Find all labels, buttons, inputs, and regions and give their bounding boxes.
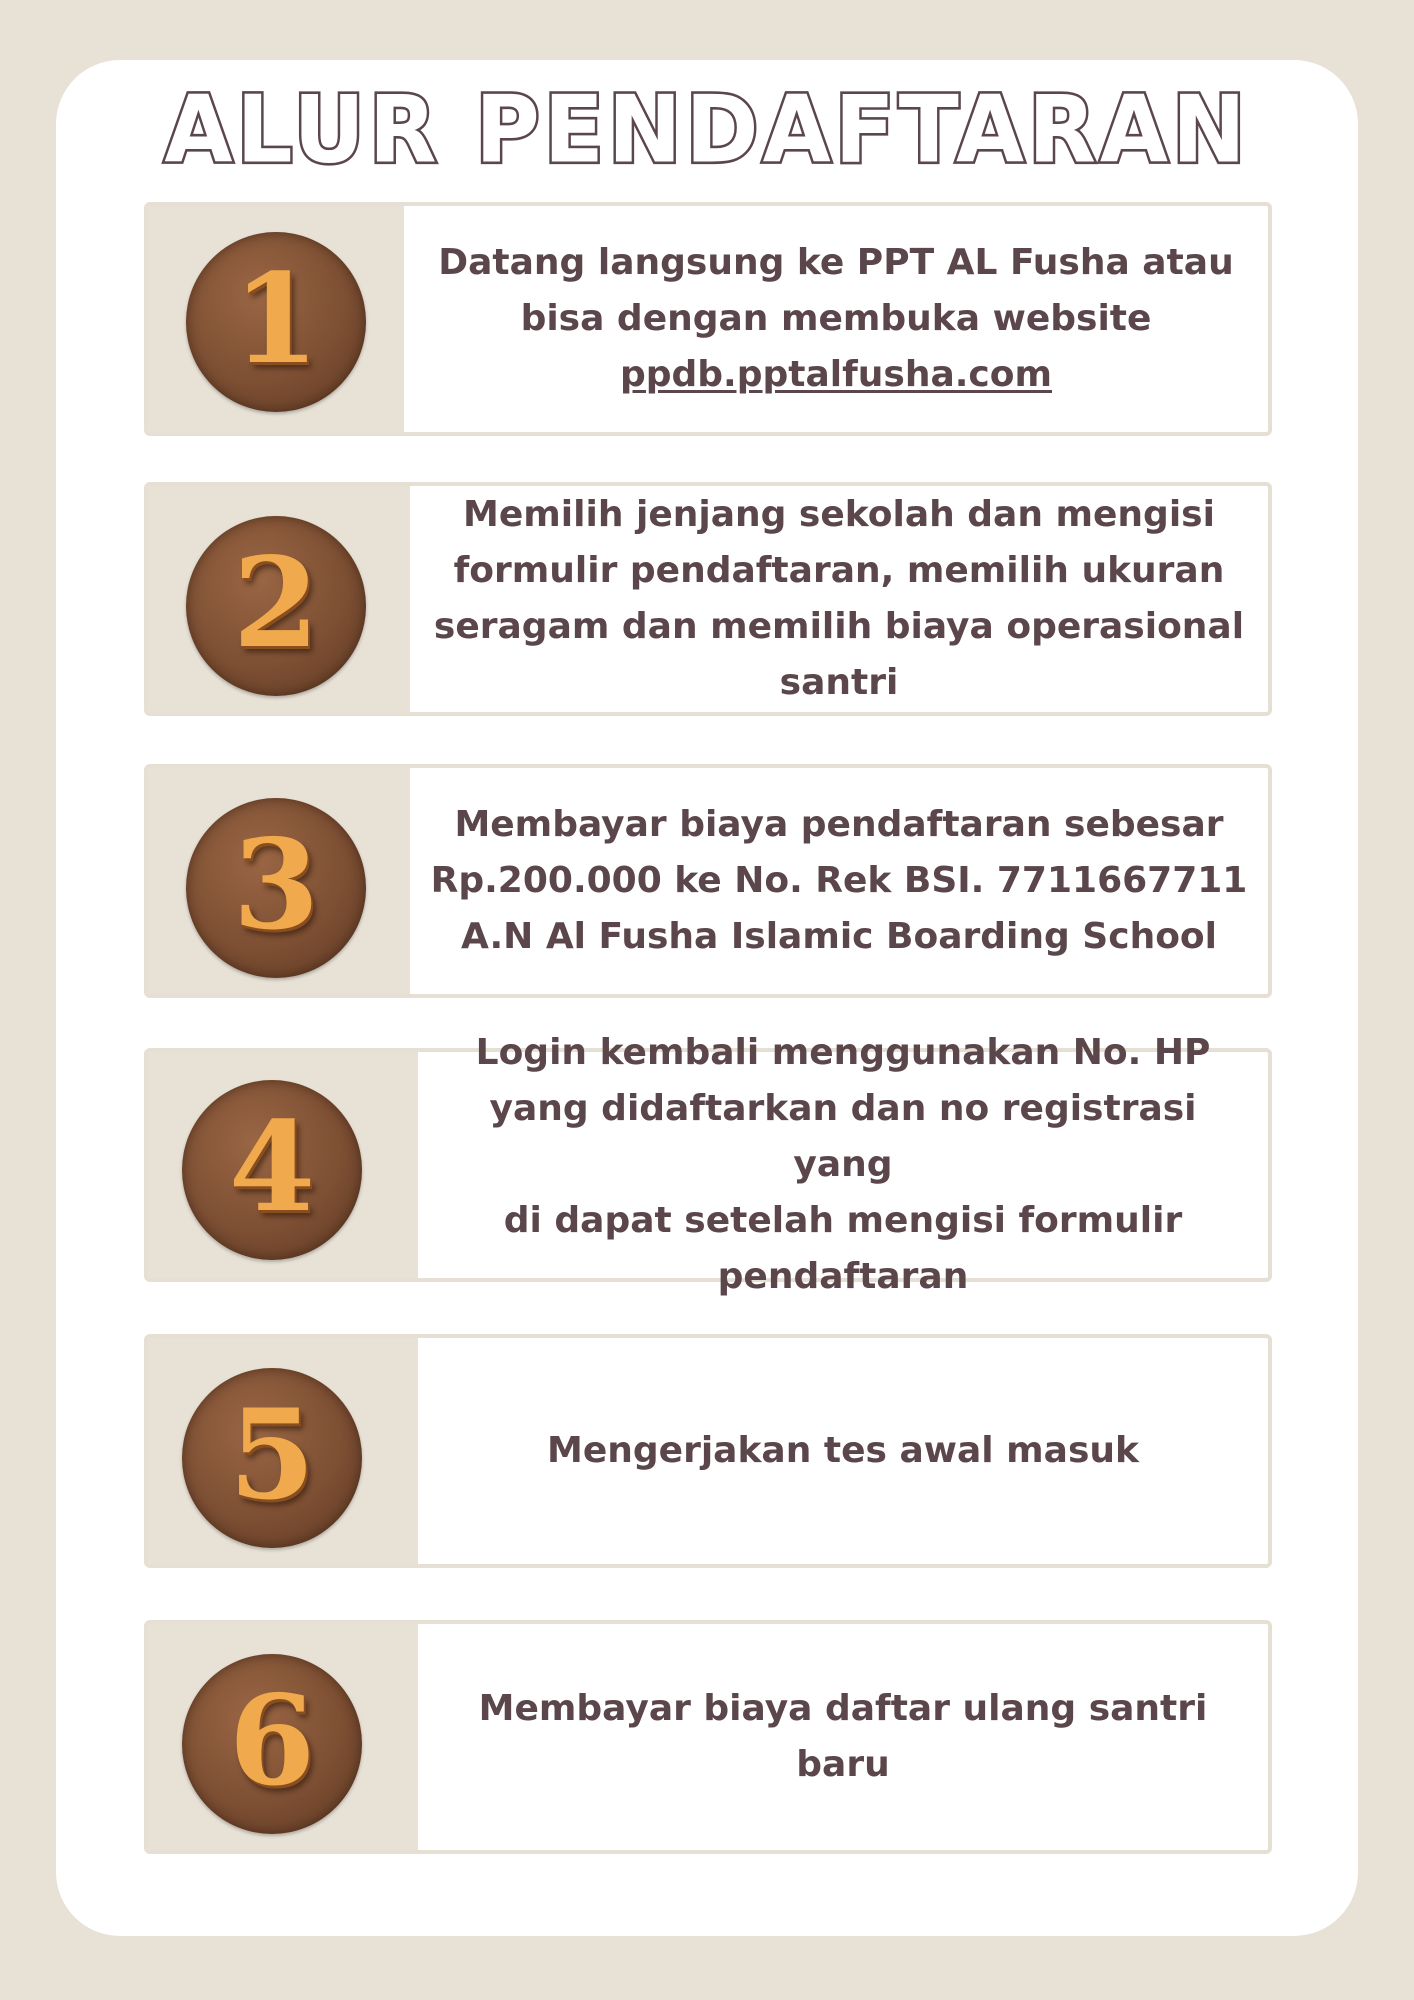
- step-3-description: [410, 768, 1268, 994]
- step-1-line-2: bisa dengan membuka website: [520, 298, 1152, 339]
- step-3-number: 3: [232, 813, 320, 958]
- step-6-line-2: baru: [796, 1744, 890, 1785]
- step-6-number: 6: [228, 1669, 316, 1814]
- step-5-number: 5: [228, 1383, 316, 1528]
- step-2-line-2: formulir pendaftaran, memilih ukuran: [453, 550, 1225, 591]
- step-1-description: [404, 206, 1268, 432]
- step-4: [144, 1032, 1272, 1297]
- step-2-number-badge: [186, 516, 366, 696]
- step-6: [144, 1620, 1272, 1854]
- step-1-number: 1: [232, 247, 320, 392]
- step-2: [144, 482, 1272, 716]
- step-3-line-3: A.N Al Fusha Islamic Boarding School: [460, 916, 1218, 957]
- step-3: [144, 764, 1272, 998]
- step-5: [144, 1334, 1272, 1568]
- step-4-line-4: pendaftaran: [717, 1256, 969, 1297]
- step-3-number-badge: [186, 798, 366, 978]
- website-link[interactable]: ppdb.pptalfusha.com: [619, 354, 1053, 395]
- step-4-number: 4: [228, 1095, 316, 1240]
- step-4-line-3: di dapat setelah mengisi formulir: [503, 1200, 1183, 1241]
- step-5-number-badge: [182, 1368, 362, 1548]
- step-4-line-2: yang didaftarkan dan no registrasi yang: [489, 1088, 1197, 1185]
- step-4-number-badge: [182, 1080, 362, 1260]
- step-1-line-1: Datang langsung ke PPT AL Fusha atau: [438, 242, 1234, 283]
- step-2-number: 2: [232, 531, 320, 676]
- step-4-line-1: Login kembali menggunakan No. HP: [475, 1032, 1211, 1073]
- step-5-description: [418, 1338, 1268, 1564]
- step-5-line-1: Mengerjakan tes awal masuk: [547, 1430, 1139, 1471]
- step-1-number-badge: [186, 232, 366, 412]
- step-6-number-badge: [182, 1654, 362, 1834]
- step-2-description: [410, 486, 1268, 712]
- step-2-line-4: santri: [779, 662, 899, 703]
- step-3-line-2: Rp.200.000 ke No. Rek BSI. 7711667711: [430, 860, 1248, 901]
- step-6-line-1: Membayar biaya daftar ulang santri: [478, 1688, 1208, 1729]
- step-2-line-1: Memilih jenjang sekolah dan mengisi: [463, 494, 1215, 535]
- step-4-description: [418, 1032, 1268, 1297]
- step-2-line-3: seragam dan memilih biaya operasional: [433, 606, 1245, 647]
- step-3-line-1: Membayar biaya pendaftaran sebesar: [454, 804, 1224, 845]
- step-1: [144, 202, 1272, 436]
- step-6-description: [418, 1624, 1268, 1850]
- page-title: ALUR PENDAFTARAN: [164, 75, 1250, 184]
